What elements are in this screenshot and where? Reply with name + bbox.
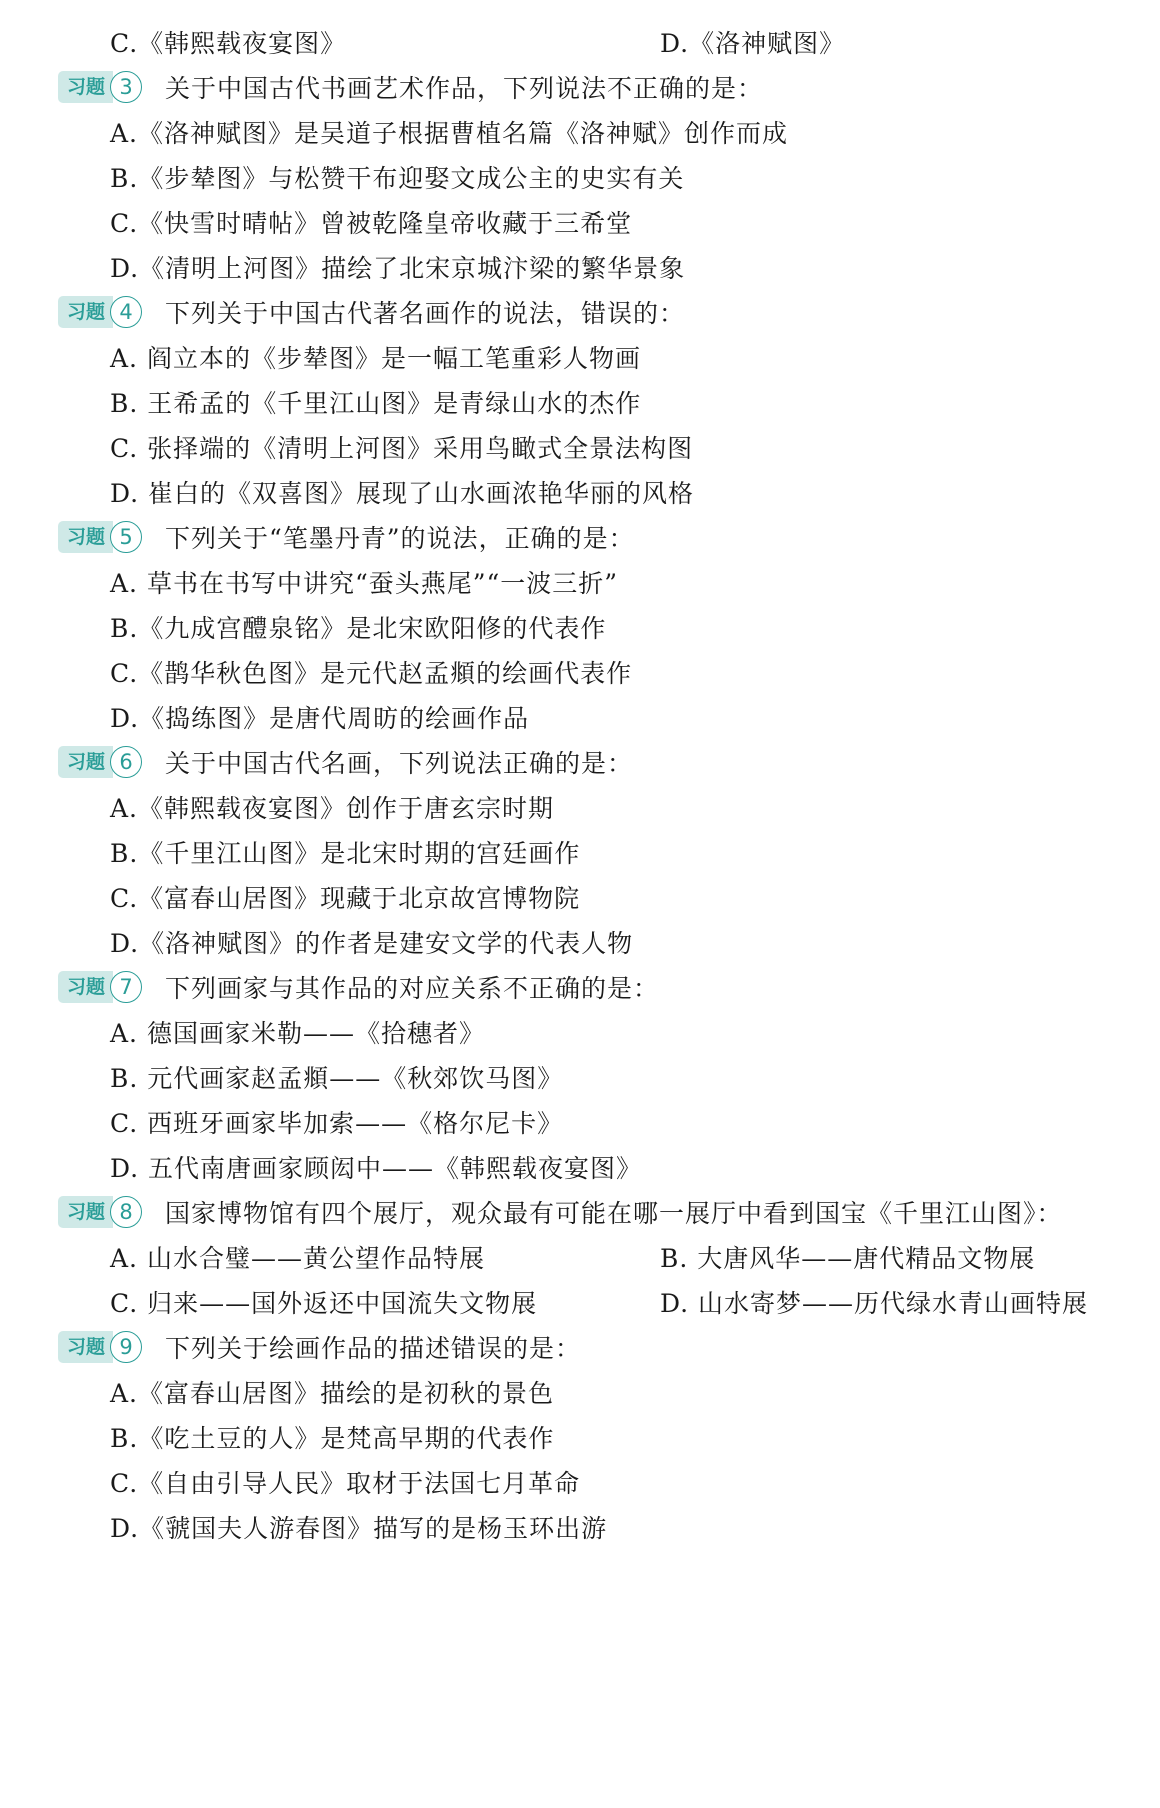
question-badge bbox=[58, 521, 142, 553]
question-number: 7 bbox=[110, 971, 142, 1003]
question-6-option-c: C.《富春山居图》现藏于北京故宫博物院 bbox=[110, 884, 581, 913]
question-4-option-c: C. 张择端的《清明上河图》采用鸟瞰式全景法构图 bbox=[110, 434, 694, 463]
question-text: 关于中国古代书画艺术作品，下列说法不正确的是： bbox=[165, 74, 764, 103]
question-badge bbox=[58, 1331, 142, 1363]
question-4-option-b: B. 王希孟的《千里江山图》是青绿山水的杰作 bbox=[110, 389, 642, 418]
question-text: 下列关于绘画作品的描述错误的是： bbox=[165, 1334, 582, 1363]
question-7-option-b: B. 元代画家赵孟頫——《秋郊饮马图》 bbox=[110, 1064, 564, 1093]
question-6-option-d: D.《洛神赋图》的作者是建安文学的代表人物 bbox=[110, 929, 634, 958]
question-8-option-b: B. 大唐风华——唐代精品文物展 bbox=[660, 1244, 1036, 1273]
exercise-tag: 习题 bbox=[58, 746, 113, 778]
question-badge bbox=[58, 71, 142, 103]
question-number: 4 bbox=[110, 296, 142, 328]
question-8-option-c: C. 归来——国外返还中国流失文物展 bbox=[110, 1289, 538, 1318]
question-9-option-b: B.《吃土豆的人》是梵高早期的代表作 bbox=[110, 1424, 555, 1453]
question-text: 下列画家与其作品的对应关系不正确的是： bbox=[165, 974, 660, 1003]
question-9-option-c: C.《自由引导人民》取材于法国七月革命 bbox=[110, 1469, 581, 1498]
question-9-option-a: A.《富春山居图》描绘的是初秋的景色 bbox=[110, 1379, 555, 1408]
question-5-option-b: B.《九成宫醴泉铭》是北宋欧阳修的代表作 bbox=[110, 614, 607, 643]
question-number: 3 bbox=[110, 71, 142, 103]
question-number: 6 bbox=[110, 746, 142, 778]
question-6-option-a: A.《韩熙载夜宴图》创作于唐玄宗时期 bbox=[110, 794, 555, 823]
question-5-option-c: C.《鹊华秋色图》是元代赵孟頫的绘画代表作 bbox=[110, 659, 633, 688]
question-9-option-d: D.《虢国夫人游春图》描写的是杨玉环出游 bbox=[110, 1514, 608, 1543]
question-number: 8 bbox=[110, 1196, 142, 1228]
option-d: D.《洛神赋图》 bbox=[660, 29, 846, 58]
question-text: 下列关于中国古代著名画作的说法，错误的： bbox=[165, 299, 686, 328]
exercise-tag: 习题 bbox=[58, 1331, 113, 1363]
question-3-option-b: B.《步辇图》与松赞干布迎娶文成公主的史实有关 bbox=[110, 164, 685, 193]
question-8-option-d: D. 山水寄梦——历代绿水青山画特展 bbox=[660, 1289, 1089, 1318]
question-6-option-b: B.《千里江山图》是北宋时期的宫廷画作 bbox=[110, 839, 581, 868]
exercise-tag: 习题 bbox=[58, 521, 113, 553]
option-c: C.《韩熙载夜宴图》 bbox=[110, 29, 347, 58]
question-3-option-a: A.《洛神赋图》是吴道子根据曹植名篇《洛神赋》创作而成 bbox=[110, 119, 789, 148]
question-number: 9 bbox=[110, 1331, 142, 1363]
exercise-tag: 习题 bbox=[58, 296, 113, 328]
question-badge bbox=[58, 296, 142, 328]
exercise-tag: 习题 bbox=[58, 71, 113, 103]
question-4-option-d: D. 崔白的《双喜图》展现了山水画浓艳华丽的风格 bbox=[110, 479, 695, 508]
question-badge bbox=[58, 1196, 142, 1228]
exercise-tag: 习题 bbox=[58, 1196, 113, 1228]
question-text: 关于中国古代名画，下列说法正确的是： bbox=[165, 749, 634, 778]
question-7-option-d: D. 五代南唐画家顾闳中——《韩熙载夜宴图》 bbox=[110, 1154, 643, 1183]
question-3-option-d: D.《清明上河图》描绘了北宋京城汴梁的繁华景象 bbox=[110, 254, 686, 283]
question-badge bbox=[58, 971, 142, 1003]
question-4-option-a: A. 阎立本的《步辇图》是一幅工笔重彩人物画 bbox=[110, 344, 641, 373]
question-badge bbox=[58, 746, 142, 778]
question-text: 下列关于“笔墨丹青”的说法，正确的是： bbox=[165, 524, 635, 553]
question-number: 5 bbox=[110, 521, 142, 553]
question-5-option-a: A. 草书在书写中讲究“蚕头燕尾”“一波三折” bbox=[110, 569, 619, 598]
question-text: 国家博物馆有四个展厅，观众最有可能在哪一展厅中看到国宝《千里江山图》： bbox=[165, 1199, 1063, 1228]
question-8-option-a: A. 山水合璧——黄公望作品特展 bbox=[110, 1244, 485, 1273]
question-5-option-d: D.《捣练图》是唐代周昉的绘画作品 bbox=[110, 704, 530, 733]
question-7-option-a: A. 德国画家米勒——《拾穗者》 bbox=[110, 1019, 485, 1048]
question-7-option-c: C. 西班牙画家毕加索——《格尔尼卡》 bbox=[110, 1109, 564, 1138]
exercise-tag: 习题 bbox=[58, 971, 113, 1003]
question-3-option-c: C.《快雪时晴帖》曾被乾隆皇帝收藏于三希堂 bbox=[110, 209, 633, 238]
